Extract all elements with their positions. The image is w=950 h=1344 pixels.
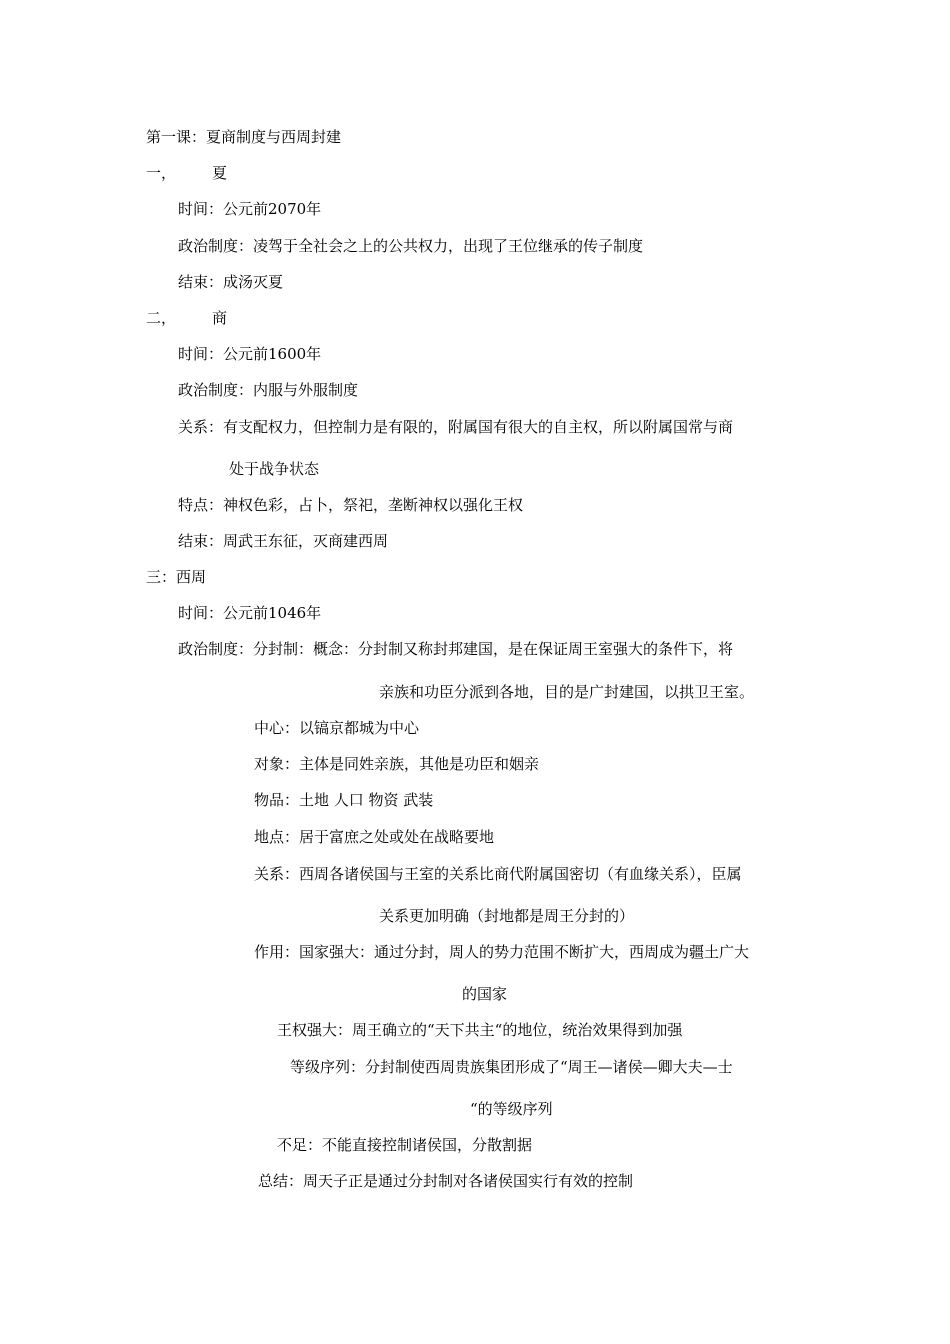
zhou-relation-line-2: 关系更加明确（封地都是周王分封的）	[379, 907, 635, 925]
shang-politics: 政治制度：内服与外服制度	[178, 381, 359, 399]
zhou-shortcoming: 不足：不能直接控制诸侯国，分散割据	[277, 1136, 533, 1154]
zhou-politics-line-1: 政治制度：分封制：概念：分封制又称封邦建国，是在保证周王室强大的条件下，将	[178, 640, 734, 658]
xia-politics: 政治制度：凌驾于全社会之上的公共权力，出现了王位继承的传子制度	[178, 237, 644, 255]
shang-feature: 特点：神权色彩，占卜，祭祀，垄断神权以强化王权	[178, 496, 524, 514]
zhou-hierarchy-line-1: 等级序列：分封制使西周贵族集团形成了“周王—诸侯—卿大夫—士	[290, 1058, 733, 1076]
zhou-hierarchy-line-2: “的等级序列	[470, 1100, 553, 1118]
section-1-number: 一，	[146, 164, 177, 182]
zhou-effect-line-1: 作用：国家强大：通过分封，周人的势力范围不断扩大，西周成为疆土广大	[254, 943, 750, 961]
zhou-relation-line-1: 关系：西周各诸侯国与王室的关系比商代附属国密切（有血缘关系），臣属	[254, 865, 742, 883]
section-1-heading: 夏	[212, 164, 228, 182]
zhou-place: 地点：居于富庶之处或处在战略要地	[254, 828, 495, 846]
zhou-center: 中心：以镐京都城为中心	[254, 719, 420, 737]
xia-end: 结束：成汤灭夏	[178, 273, 284, 291]
section-3-heading: 三：西周	[146, 568, 207, 586]
zhou-items: 物品：土地 人口 物资 武装	[254, 791, 434, 809]
shang-relation-line-1: 关系：有支配权力，但控制力是有限的，附属国有很大的自主权，所以附属国常与商	[178, 418, 734, 436]
shang-time: 时间：公元前1600年	[178, 345, 322, 363]
zhou-target: 对象：主体是同姓亲族，其他是功臣和姻亲	[254, 755, 540, 773]
xia-time: 时间：公元前2070年	[178, 200, 322, 218]
zhou-politics-line-2: 亲族和功臣分派到各地，目的是广封建国，以拱卫王室。	[379, 683, 755, 701]
section-2-heading: 商	[212, 309, 228, 327]
zhou-effect-line-2: 的国家	[462, 985, 508, 1003]
section-2-number: 二，	[146, 309, 177, 327]
zhou-summary: 总结：周天子正是通过分封制对各诸侯国实行有效的控制	[258, 1172, 634, 1190]
shang-relation-line-2: 处于战争状态	[229, 460, 320, 478]
lesson-title: 第一课：夏商制度与西周封建	[146, 128, 342, 146]
shang-end: 结束：周武王东征，灭商建西周	[178, 532, 389, 550]
zhou-king-power: 王权强大：周王确立的“天下共主“的地位，统治效果得到加强	[277, 1021, 683, 1039]
zhou-time: 时间：公元前1046年	[178, 604, 322, 622]
